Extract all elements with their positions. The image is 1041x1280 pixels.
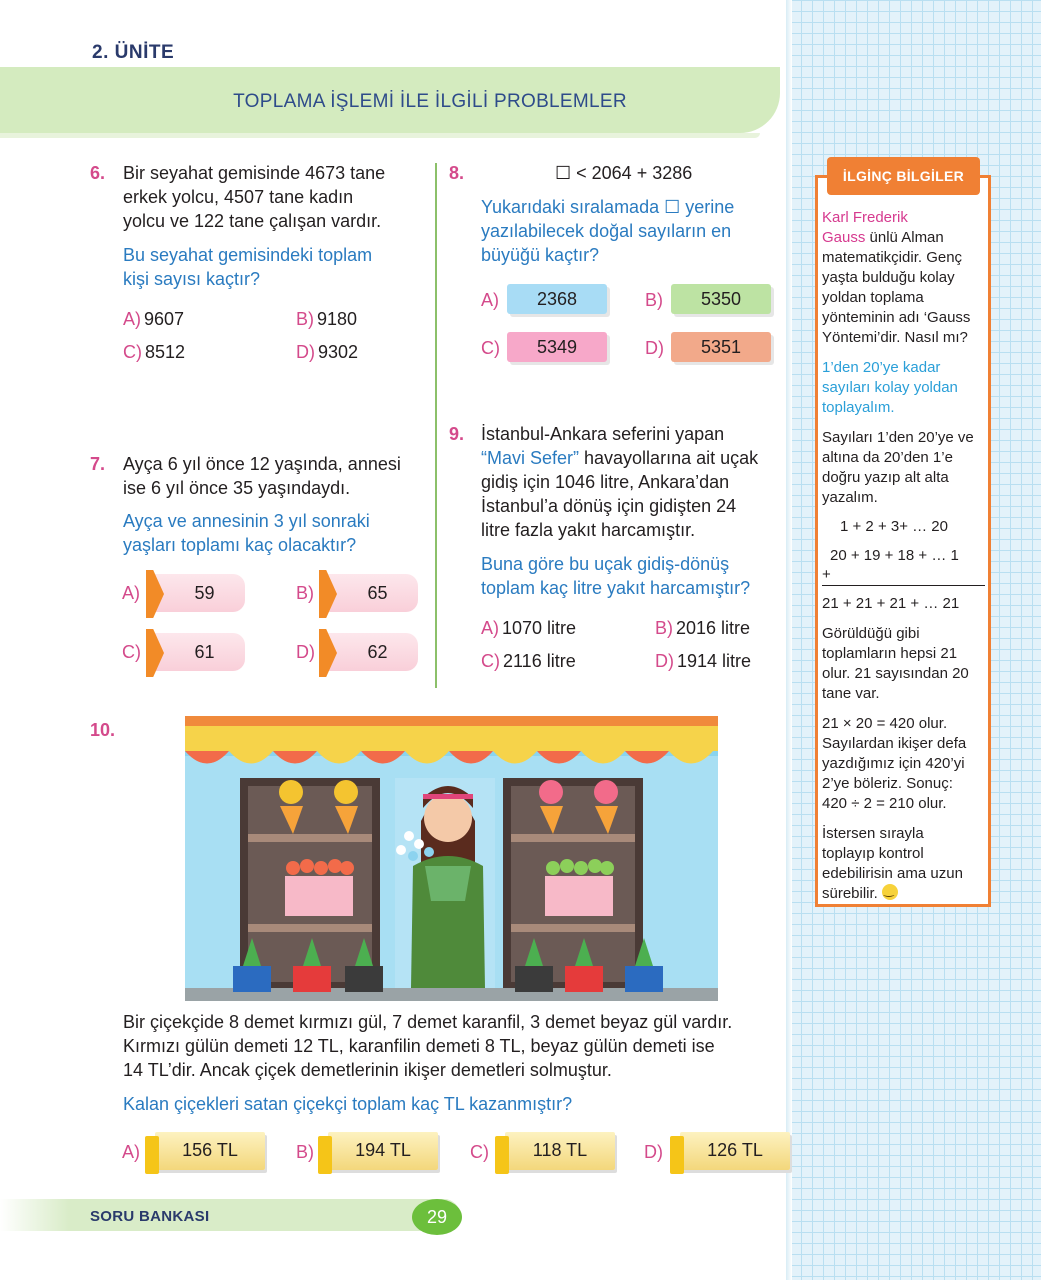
q9-text-line: gidiş için 1046 litre, Ankara’dan bbox=[481, 472, 730, 492]
info-paragraph-method bbox=[822, 428, 988, 508]
q10-option-d-label: D) bbox=[644, 1142, 663, 1162]
q10-option-d[interactable] bbox=[680, 1132, 790, 1170]
q8-option-b-label: B) bbox=[645, 290, 663, 310]
q9-question bbox=[481, 552, 750, 600]
q7-text-line: ise 6 yıl önce 35 yaşındaydı. bbox=[123, 478, 351, 498]
grid-paper-edge bbox=[786, 0, 792, 1280]
info-line: 1’den 20’ye kadar bbox=[822, 359, 941, 376]
flag-icon bbox=[146, 570, 164, 618]
info-paragraph-calc bbox=[822, 714, 988, 814]
info-badge: İLGİNÇ BİLGİLER bbox=[827, 157, 980, 195]
q7-question-line: yaşları toplamı kaç olacaktır? bbox=[123, 535, 357, 555]
q10-number: 10. bbox=[90, 720, 116, 740]
q10-option-a-label: A) bbox=[122, 1142, 140, 1162]
flag-icon bbox=[146, 629, 164, 677]
option-label: C) bbox=[123, 342, 142, 362]
info-line: 2’ye böleriz. Sonuç: bbox=[822, 775, 953, 792]
header-band bbox=[0, 67, 780, 133]
q7-option-d[interactable] bbox=[323, 633, 418, 671]
q10-option-c[interactable] bbox=[505, 1132, 615, 1170]
q10-option-b[interactable] bbox=[328, 1132, 438, 1170]
option-label: A) bbox=[481, 618, 499, 638]
q8-question-line: yazılabilecek doğal sayıların en bbox=[481, 221, 732, 241]
info-line-text: sürebilir. bbox=[822, 885, 878, 902]
option-label: C) bbox=[481, 651, 500, 671]
q7-option-a[interactable] bbox=[150, 574, 245, 612]
info-line: toplamların hepsi 21 bbox=[822, 645, 958, 662]
option-value: 1914 litre bbox=[677, 651, 752, 671]
section-title: TOPLAMA İŞLEMİ İLE İLGİLİ PROBLEMLER bbox=[233, 91, 627, 112]
tag-bar-icon bbox=[318, 1136, 332, 1174]
q9-number: 9. bbox=[449, 424, 465, 444]
q9-text-line bbox=[481, 446, 758, 470]
q10-option-c-label: C) bbox=[470, 1142, 489, 1162]
q9-question-line: Buna göre bu uçak gidiş-dönüş bbox=[481, 554, 730, 574]
q9-text-rest: havayollarına ait uçak bbox=[579, 448, 759, 468]
q8-expression: ☐ < 2064 + 3286 bbox=[555, 163, 693, 183]
q6-question bbox=[123, 243, 372, 291]
q7-option-c[interactable] bbox=[150, 633, 245, 671]
info-line: toplayalım. bbox=[822, 399, 895, 416]
gauss-name: Gauss bbox=[822, 229, 866, 246]
info-paragraph-result bbox=[822, 624, 988, 704]
q10-text-line: Kırmızı gülün demeti 12 TL, karanfilin demeti 8 TL, beyaz gülün demeti ise bbox=[123, 1036, 715, 1056]
q9-option-c[interactable] bbox=[481, 651, 576, 672]
q6-text bbox=[123, 161, 385, 233]
q6-question-line: Bu seyahat gemisindeki toplam bbox=[123, 245, 373, 265]
option-value: 9607 bbox=[144, 309, 185, 329]
option-label: B) bbox=[655, 618, 673, 638]
info-line: toplayıp kontrol bbox=[822, 845, 924, 862]
info-line: doğru yazıp alt alta bbox=[822, 469, 949, 486]
q10-option-b-label: B) bbox=[296, 1142, 314, 1162]
footer-label: SORU BANKASI bbox=[90, 1208, 210, 1225]
q6-option-a[interactable] bbox=[123, 309, 184, 330]
q6-number: 6. bbox=[90, 163, 106, 183]
q9-option-b[interactable] bbox=[655, 618, 750, 639]
info-line: İstersen sırayla bbox=[822, 825, 924, 842]
info-line: yazalım. bbox=[822, 489, 878, 506]
option-label: D) bbox=[655, 651, 674, 671]
q6-text-line: yolcu ve 122 tane çalışan vardır. bbox=[123, 211, 382, 231]
q7-question bbox=[123, 509, 370, 557]
gauss-rest: ünlü Alman bbox=[865, 229, 944, 246]
flower-shop-illustration bbox=[185, 716, 718, 1001]
info-line: tane var. bbox=[822, 685, 880, 702]
q7-number: 7. bbox=[90, 454, 106, 474]
q8-option-c-label: C) bbox=[481, 338, 500, 358]
option-value: 156 TL bbox=[182, 1140, 238, 1160]
q7-question-line: Ayça ve annesinin 3 yıl sonraki bbox=[123, 511, 370, 531]
sum-rule bbox=[822, 585, 985, 586]
column-divider bbox=[435, 163, 437, 688]
info-line: 420 ÷ 2 = 210 olur. bbox=[822, 795, 947, 812]
flag-icon bbox=[319, 629, 337, 677]
option-value: 2116 litre bbox=[503, 651, 576, 671]
option-value: 126 TL bbox=[707, 1140, 763, 1160]
sum-row-3: 21 + 21 + 21 + … 21 bbox=[822, 595, 960, 612]
q6-option-b[interactable] bbox=[296, 309, 357, 330]
q8-option-d-label: D) bbox=[645, 338, 664, 358]
option-value: 8512 bbox=[145, 342, 186, 362]
info-line: Sayıları 1’den 20’ye ve bbox=[822, 429, 974, 446]
option-label: B) bbox=[296, 309, 314, 329]
info-paragraph-gauss bbox=[822, 208, 988, 348]
q10-option-a[interactable] bbox=[155, 1132, 265, 1170]
q8-option-b[interactable]: 5350 bbox=[671, 284, 771, 314]
q8-option-d[interactable]: 5351 bbox=[671, 332, 771, 362]
info-line: yoldan toplama bbox=[822, 289, 924, 306]
option-value: 194 TL bbox=[355, 1140, 411, 1160]
info-line: yönteminin adı ‘Gauss bbox=[822, 309, 971, 326]
q7-text bbox=[123, 452, 401, 500]
q6-option-d[interactable] bbox=[296, 342, 358, 363]
q9-text-line: İstanbul-Ankara seferini yapan bbox=[481, 424, 725, 444]
q8-option-c[interactable]: 5349 bbox=[507, 332, 607, 362]
sum-row-2: 20 + 19 + 18 + … 1 bbox=[830, 547, 959, 564]
info-line: olur. 21 sayısından 20 bbox=[822, 665, 969, 682]
tag-bar-icon bbox=[145, 1136, 159, 1174]
info-line: matematikçidir. Genç bbox=[822, 249, 963, 266]
q9-option-a[interactable] bbox=[481, 618, 576, 639]
q8-number: 8. bbox=[449, 163, 465, 183]
airline-name: “Mavi Sefer” bbox=[481, 448, 580, 468]
option-value: 59 bbox=[194, 583, 215, 603]
q9-text bbox=[481, 422, 758, 542]
flag-icon bbox=[319, 570, 337, 618]
info-line: yaşta bulduğu kolay bbox=[822, 269, 955, 286]
q10-text bbox=[123, 1010, 732, 1082]
info-paragraph-task bbox=[822, 358, 988, 418]
q6-text-line: erkek yolcu, 4507 tane kadın bbox=[123, 187, 354, 207]
option-value: 62 bbox=[367, 642, 388, 662]
q9-text-line: litre fazla yakıt harcamıştır. bbox=[481, 520, 696, 540]
q7-option-c-label: C) bbox=[122, 642, 141, 662]
info-line: edebilirisin ama uzun bbox=[822, 865, 963, 882]
q10-text-line: 14 TL’dir. Ancak çiçek demetlerinin ikişer demetleri solmuştur. bbox=[123, 1060, 612, 1080]
gauss-name-line: Karl Frederik bbox=[822, 209, 908, 226]
q8-question-line: büyüğü kaçtır? bbox=[481, 245, 600, 265]
sum-plus: + bbox=[822, 566, 831, 583]
smiley-icon bbox=[882, 884, 898, 900]
q8-question bbox=[481, 195, 734, 267]
q7-option-b[interactable] bbox=[323, 574, 418, 612]
option-value: 61 bbox=[194, 642, 215, 662]
gauss-line bbox=[822, 228, 988, 248]
info-line bbox=[822, 884, 988, 904]
option-value: 9180 bbox=[317, 309, 358, 329]
q7-text-line: Ayça 6 yıl önce 12 yaşında, annesi bbox=[123, 454, 401, 474]
q6-option-c[interactable] bbox=[123, 342, 185, 363]
tag-bar-icon bbox=[670, 1136, 684, 1174]
q6-text-line: Bir seyahat gemisinde 4673 tane bbox=[123, 163, 386, 183]
option-value: 2016 litre bbox=[676, 618, 751, 638]
option-label: A) bbox=[123, 309, 141, 329]
q7-option-b-label: B) bbox=[296, 583, 314, 603]
info-line: Görüldüğü gibi bbox=[822, 625, 920, 642]
q8-question-line: Yukarıdaki sıralamada ☐ yerine bbox=[481, 197, 735, 217]
q9-option-d[interactable] bbox=[655, 651, 751, 672]
footer-band bbox=[0, 1199, 460, 1231]
tag-bar-icon bbox=[495, 1136, 509, 1174]
q7-option-d-label: D) bbox=[296, 642, 315, 662]
info-line: Yöntemi’dir. Nasıl mı? bbox=[822, 329, 968, 346]
q8-option-a-label: A) bbox=[481, 290, 499, 310]
option-label: D) bbox=[296, 342, 315, 362]
q8-option-a[interactable]: 2368 bbox=[507, 284, 607, 314]
sum-row-1: 1 + 2 + 3+ … 20 bbox=[840, 518, 948, 535]
q9-question-line: toplam kaç litre yakıt harcamıştır? bbox=[481, 578, 751, 598]
info-line: sayıları kolay yoldan bbox=[822, 379, 958, 396]
info-line: yazdığımız için 420’yi bbox=[822, 755, 965, 772]
q6-question-line: kişi sayısı kaçtır? bbox=[123, 269, 261, 289]
q10-text-line: Bir çiçekçide 8 demet kırmızı gül, 7 demet karanfil, 3 demet beyaz gül vardır. bbox=[123, 1012, 733, 1032]
info-line: 21 × 20 = 420 olur. bbox=[822, 715, 948, 732]
q7-option-a-label: A) bbox=[122, 583, 140, 603]
option-value: 9302 bbox=[318, 342, 359, 362]
unit-title: 2. ÜNİTE bbox=[92, 42, 175, 63]
q10-question: Kalan çiçekleri satan çiçekçi toplam kaç TL kazanmıştır? bbox=[123, 1094, 573, 1114]
option-value: 1070 litre bbox=[502, 618, 577, 638]
info-paragraph-note bbox=[822, 824, 988, 904]
option-value: 65 bbox=[367, 583, 388, 603]
option-value: 118 TL bbox=[532, 1140, 588, 1160]
page-number: 29 bbox=[412, 1199, 462, 1235]
info-line: altına da 20’den 1’e bbox=[822, 449, 953, 466]
q9-text-line: İstanbul’a dönüş için gidişten 24 bbox=[481, 496, 737, 516]
info-line: Sayılardan ikişer defa bbox=[822, 735, 967, 752]
